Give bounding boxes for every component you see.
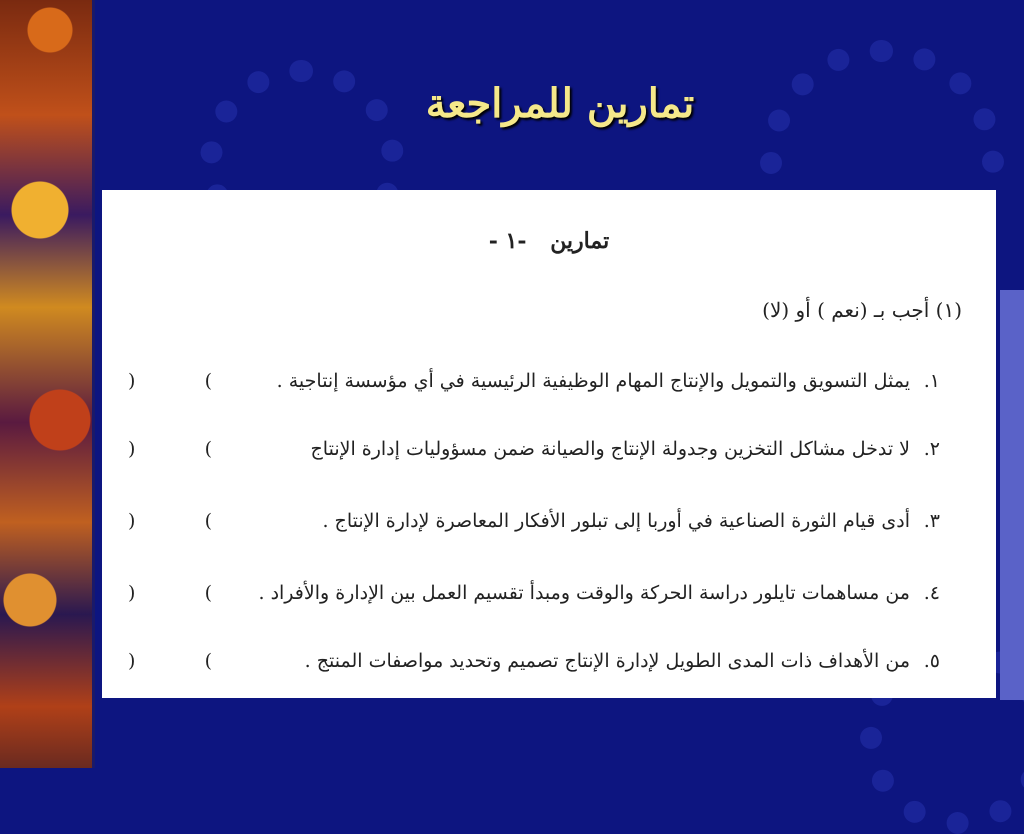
question-item: ٥. من الأهداف ذات المدى الطويل لإدارة الإنتاج تصميم وتحديد مواصفات المنتج . ( ) xyxy=(128,650,940,672)
question-item: ٢. لا تدخل مشاكل التخزين وجدولة الإنتاج والصيانة ضمن مسؤوليات إدارة الإنتاج ( ) xyxy=(128,438,940,460)
question-item: ٤. من مساهمات تايلور دراسة الحركة والوقت ومبدأ تقسيم العمل بين الإدارة والأفراد . ( ) xyxy=(128,582,940,604)
question-text: أدى قيام الثورة الصناعية في أوربا إلى تبلور الأفكار المعاصرة لإدارة الإنتاج . xyxy=(322,510,910,532)
question-text: لا تدخل مشاكل التخزين وجدولة الإنتاج والصيانة ضمن مسؤوليات إدارة الإنتاج xyxy=(310,438,910,460)
question-number: ٣. xyxy=(923,510,940,532)
question-text: من مساهمات تايلور دراسة الحركة والوقت ومبدأ تقسيم العمل بين الإدارة والأفراد . xyxy=(258,582,910,604)
exercise-heading-number: -١ - xyxy=(488,228,527,254)
exercise-card xyxy=(102,190,996,698)
question-number: ٢. xyxy=(923,438,940,460)
strip-divider xyxy=(92,0,95,768)
decorative-right-bar xyxy=(1000,290,1024,700)
question-item: ١. يمثل التسويق والتمويل والإنتاج المهام الوظيفية الرئيسية في أي مؤسسة إنتاجية . ( ) xyxy=(128,370,940,392)
decorative-left-strip xyxy=(0,0,92,768)
question-number: ٥. xyxy=(923,650,940,672)
question-number: ١. xyxy=(923,370,940,392)
exercise-heading-word: تمارين xyxy=(550,228,610,254)
instruction-text: (١) أجب بـ (نعم ) أو (لا) xyxy=(762,298,962,322)
question-text: من الأهداف ذات المدى الطويل لإدارة الإنتاج تصميم وتحديد مواصفات المنتج . xyxy=(304,650,910,672)
question-item: ٣. أدى قيام الثورة الصناعية في أوربا إلى تبلور الأفكار المعاصرة لإدارة الإنتاج . ( ) xyxy=(128,510,940,532)
question-number: ٤. xyxy=(923,582,940,604)
exercise-heading xyxy=(102,228,996,254)
question-text: يمثل التسويق والتمويل والإنتاج المهام الوظيفية الرئيسية في أي مؤسسة إنتاجية . xyxy=(276,370,910,392)
slide-title: تمارين للمراجعة xyxy=(425,80,695,127)
